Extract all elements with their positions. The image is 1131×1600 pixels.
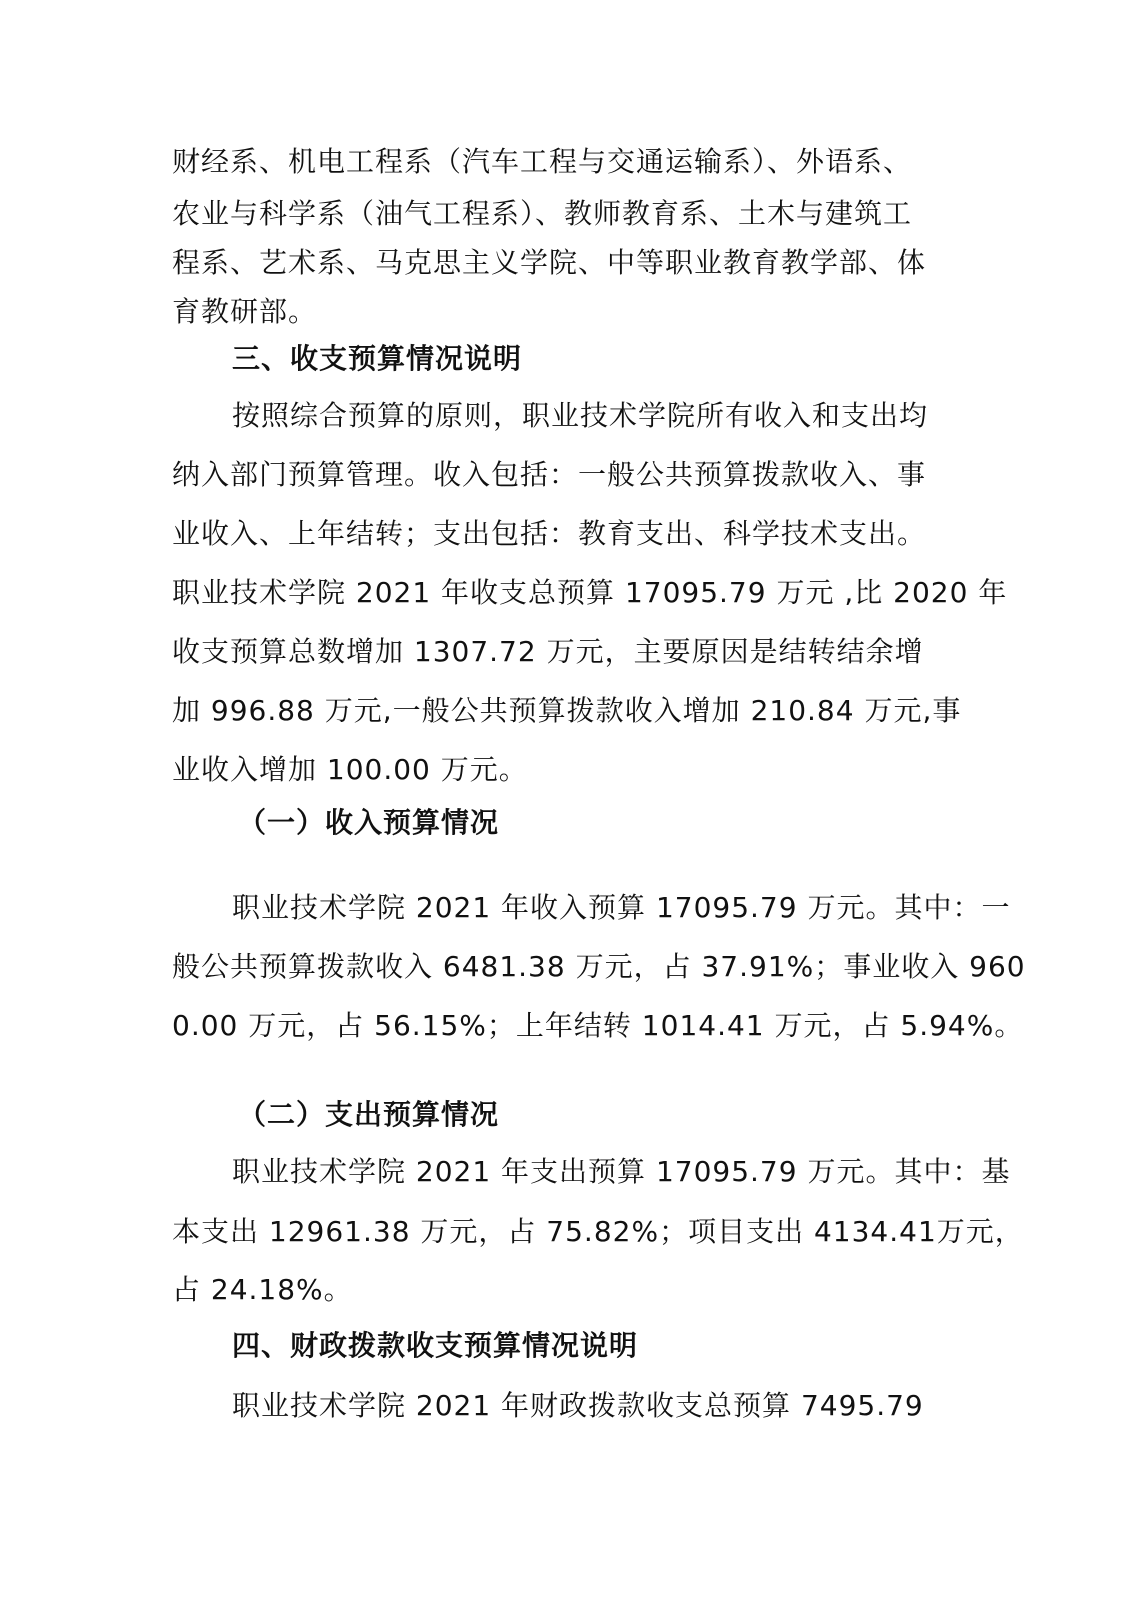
subsection-heading-expenditure: （二）支出预算情况: [238, 1098, 500, 1131]
paragraph-line: 般公共预算拨款收入 6481.38 万元，占 37.91%；事业收入 960: [172, 950, 1026, 983]
paragraph-line: 职业技术学院 2021 年财政拨款收支总预算 7495.79: [232, 1389, 924, 1422]
paragraph-line: 占 24.18%。: [172, 1273, 353, 1306]
paragraph-line: 职业技术学院 2021 年收入预算 17095.79 万元。其中：一: [232, 891, 1011, 924]
paragraph-line: 加 996.88 万元,一般公共预算拨款收入增加 210.84 万元,事: [172, 694, 962, 727]
paragraph-line: 农业与科学系（油气工程系）、教师教育系、土木与建筑工: [172, 197, 913, 230]
paragraph-line: 业收入、上年结转；支出包括：教育支出、科学技术支出。: [172, 517, 927, 550]
section-heading-3: 三、收支预算情况说明: [232, 342, 523, 375]
paragraph-line: 收支预算总数增加 1307.72 万元，主要原因是结转结余增: [172, 635, 924, 668]
paragraph-line: 职业技术学院 2021 年支出预算 17095.79 万元。其中：基: [232, 1155, 1011, 1188]
paragraph-line: 职业技术学院 2021 年收支总预算 17095.79 万元 ,比 2020 年: [172, 576, 1008, 609]
paragraph-line: 育教研部。: [172, 295, 318, 328]
paragraph-line: 财经系、机电工程系（汽车工程与交通运输系）、外语系、: [172, 145, 913, 178]
paragraph-line: 程系、艺术系、马克思主义学院、中等职业教育教学部、体: [172, 246, 927, 279]
paragraph-line: 按照综合预算的原则，职业技术学院所有收入和支出均: [232, 399, 929, 432]
section-heading-4: 四、财政拨款收支预算情况说明: [232, 1329, 639, 1362]
paragraph-line: 0.00 万元，占 56.15%；上年结转 1014.41 万元，占 5.94%。: [172, 1009, 1024, 1042]
paragraph-line: 纳入部门预算管理。收入包括：一般公共预算拨款收入、事: [172, 458, 927, 491]
paragraph-line: 业收入增加 100.00 万元。: [172, 753, 528, 786]
subsection-heading-income: （一）收入预算情况: [238, 806, 500, 839]
paragraph-line: 本支出 12961.38 万元，占 75.82%；项目支出 4134.41万元，: [172, 1215, 1024, 1248]
